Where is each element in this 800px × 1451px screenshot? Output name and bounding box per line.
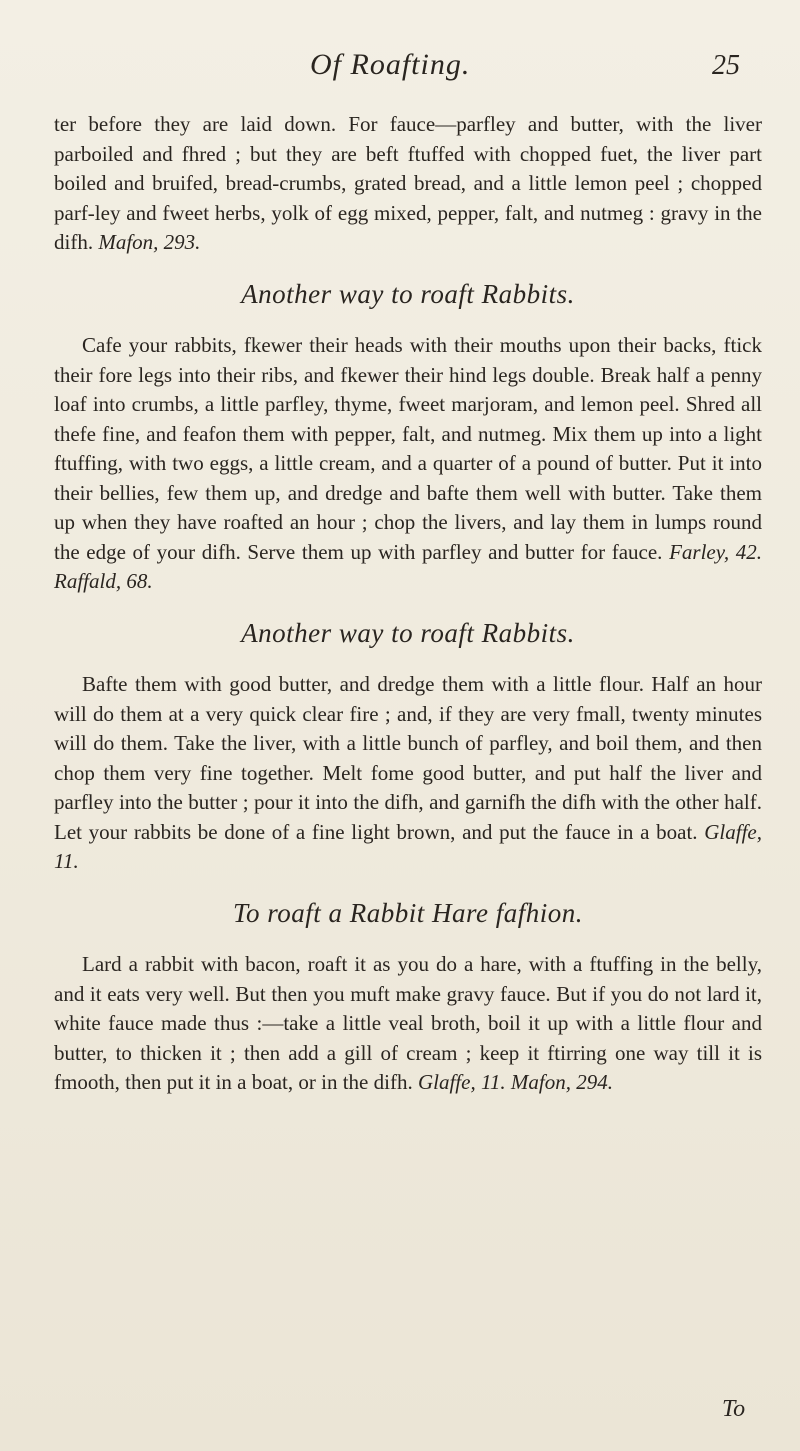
recipe-body: Lard a rabbit with bacon, roaft it as you do a hare, with a ftuffing in the belly, and it eats very well. But then you muft make gravy fauce. But if you do not lard it, white fauce made thus :—take a little veal broth, boil it up with a little flour and butter, to thicken it ; then add a gill of cream ; keep it ftirring one way till it is fmooth, then put it in a boat, or in the difh. xyxy=(54,952,762,1094)
recipe-citation: Glaffe, 11. xyxy=(54,819,763,873)
running-title: Of Roafting. xyxy=(310,48,471,81)
page-number: 25 xyxy=(712,50,740,81)
continuation-paragraph xyxy=(54,110,762,258)
continuation-citation: Mafon, 293. xyxy=(98,230,201,254)
continuation-text: ter before they are laid down. For fauce—parfley and butter, with the liver parboiled and fhred ; but they are beft ftuffed with chopped fuet, the liver part boiled and bruifed, bread-crumbs, grated bread, and a little lemon peel ; chopped parf-ley and fweet herbs, yolk of egg mixed, pepper, falt, and nutmeg : gravy in the difh. xyxy=(54,112,762,254)
recipe-paragraph xyxy=(54,331,762,597)
recipe-heading: Another way to roaft Rabbits. xyxy=(241,617,575,648)
recipe-paragraph xyxy=(54,950,762,1098)
recipe-heading: Another way to roaft Rabbits. xyxy=(241,278,575,309)
recipe-body: Cafe your rabbits, fkewer their heads with their mouths upon their backs, ftick their fore legs into their ribs, and fkewer their hind legs double. Break half a penny loaf into crumbs, a little parfley, thyme, fweet marjoram, and lemon peel. Shred all thefe fine, and feafon them with pepper, falt, and nutmeg. Mix them up into a light ftuffing, with two eggs, a little cream, and a quarter of a pound of butter. Put it into their bellies, few them up, and dredge and bafte them well with butter. Take them up when they have roafted an hour ; chop the livers, and lay them in lumps round the edge of your difh. Serve them up with parfley and butter for fauce. xyxy=(54,333,762,564)
text-block xyxy=(54,110,762,1098)
recipe-paragraph xyxy=(54,670,762,877)
catchword: To xyxy=(722,1396,746,1422)
recipe-heading: To roaft a Rabbit Hare fafhion. xyxy=(232,897,584,928)
recipe-citation: Glaffe, 11. Mafon, 294. xyxy=(417,1070,613,1094)
running-head xyxy=(0,48,800,88)
recipe-body: Bafte them with good butter, and dredge them with a little flour. Half an hour will do them at a very quick clear fire ; and, if they are very fmall, twenty minutes will do them. Take the liver, with a little bunch of parfley, and boil them, and then chop them very fine together. Melt fome good butter, and put half the liver and parfley into the butter ; pour it into the difh, and garnifh the difh with the other half. Let your rabbits be done of a fine light brown, and put the fauce in a boat. xyxy=(54,672,762,844)
recipe-citation: Farley, 42. Raffald, 68. xyxy=(54,539,762,593)
